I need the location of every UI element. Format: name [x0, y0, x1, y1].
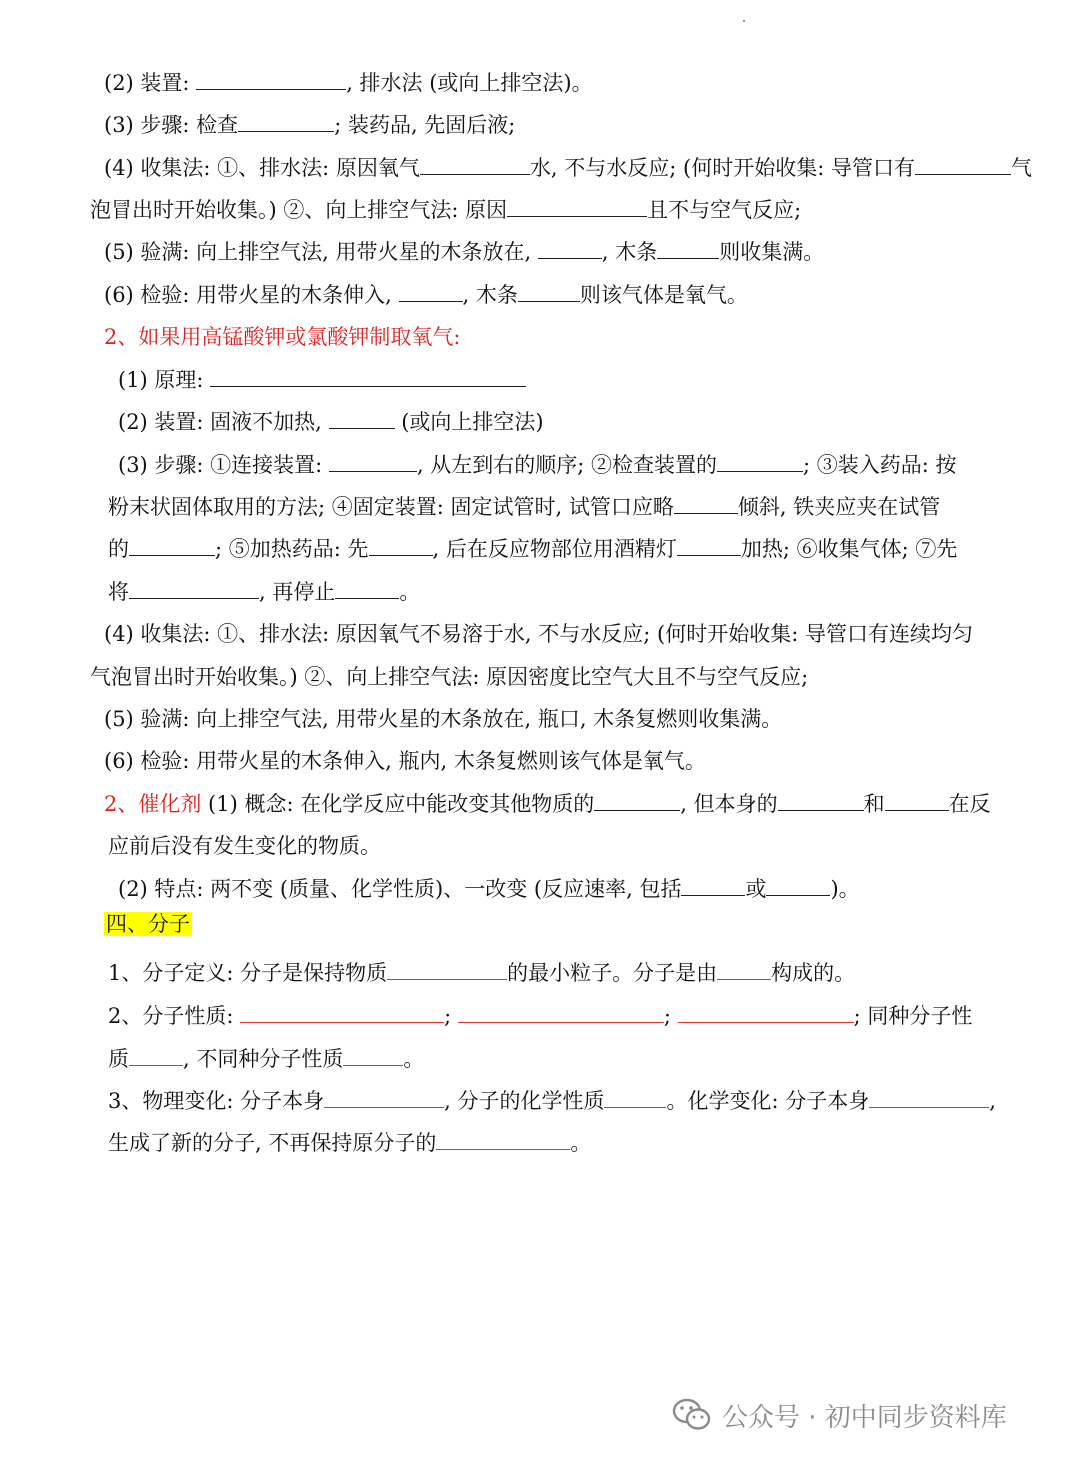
line-text: 粉末状固体取用的方法; ④固定装置: 固定试管时, 试管口应略	[108, 495, 674, 519]
line-text: 构成的。	[771, 961, 856, 985]
fill-in-blank[interactable]	[129, 537, 215, 556]
line-text: 加热; ⑥收集气体; ⑦先	[740, 537, 958, 561]
worksheet-line	[90, 663, 808, 691]
worksheet-line	[104, 790, 991, 818]
line-text: 1、分子定义: 分子是保持物质	[108, 961, 388, 985]
fill-in-blank[interactable]	[240, 1004, 444, 1023]
fill-in-blank[interactable]	[681, 877, 745, 896]
wechat-icon	[672, 1398, 712, 1432]
line-text: , 排水法 (或向上排空法)。	[346, 71, 593, 95]
line-text: 且不与空气反应;	[647, 198, 802, 222]
line-text: , 后在反应物部位用酒精灯	[432, 537, 677, 561]
worksheet-line	[104, 910, 192, 938]
line-text: (5) 验满: 向上排空气法, 用带火星的木条放在,	[104, 240, 538, 264]
line-text: 3、物理变化: 分子本身	[108, 1089, 325, 1113]
worksheet-line	[108, 959, 855, 987]
line-text: (1) 概念: 在化学反应中能改变其他物质的	[201, 792, 595, 816]
line-text: 。	[570, 1131, 592, 1155]
section-heading: 2、催化剂	[104, 792, 202, 816]
line-text: (6) 检验: 用带火星的木条伸入,	[104, 283, 399, 307]
fill-in-blank[interactable]	[885, 792, 949, 811]
line-text: (1) 原理:	[118, 368, 211, 392]
line-text: 。化学变化: 分子本身	[666, 1089, 870, 1113]
line-text: 气泡冒出时开始收集。) ②、向上排空气法: 原因密度比空气大且不与空气反应;	[90, 665, 809, 689]
line-text: , 再停止	[259, 580, 336, 604]
fill-in-blank[interactable]	[129, 580, 259, 599]
fill-in-blank[interactable]	[458, 1004, 664, 1023]
speck	[743, 20, 745, 22]
line-text: 。	[403, 1047, 425, 1071]
worksheet-line	[118, 408, 544, 436]
line-text: (4) 收集法: ①、排水法: 原因氧气不易溶于水, 不与水反应; (何时开始收集: 导管口有连续均匀	[104, 622, 973, 646]
line-text: , 但本身的	[680, 792, 778, 816]
line-text: ; ③装入药品: 按	[803, 453, 957, 477]
fill-in-blank[interactable]	[238, 113, 334, 132]
watermark	[672, 1395, 1007, 1435]
worksheet-line	[104, 238, 824, 266]
fill-in-blank[interactable]	[717, 961, 771, 980]
worksheet-line	[104, 154, 1032, 182]
worksheet-line	[108, 1045, 424, 1073]
line-text: (2) 装置:	[104, 71, 197, 95]
fill-in-blank[interactable]	[387, 961, 507, 980]
fill-in-blank[interactable]	[674, 495, 738, 514]
fill-in-blank[interactable]	[399, 283, 463, 302]
line-text: ; 同种分子性	[853, 1004, 973, 1028]
line-text: (2) 特点: 两不变 (质量、化学性质)、一改变 (反应速率, 包括	[118, 877, 682, 901]
fill-in-blank[interactable]	[869, 1089, 989, 1108]
worksheet-line	[108, 1002, 972, 1030]
worksheet-line	[108, 1129, 591, 1157]
line-text: 的	[108, 537, 129, 561]
line-text: 泡冒出时开始收集。) ②、向上排空气法: 原因	[90, 198, 508, 222]
line-text: , 分子的化学性质	[444, 1089, 605, 1113]
fill-in-blank[interactable]	[678, 1004, 854, 1023]
line-text: 质	[108, 1047, 129, 1071]
fill-in-blank[interactable]	[420, 156, 530, 175]
line-text: 则该气体是氧气。	[579, 283, 748, 307]
fill-in-blank[interactable]	[329, 410, 395, 429]
line-text: (4) 收集法: ①、排水法: 原因氧气	[104, 156, 420, 180]
fill-in-blank[interactable]	[507, 198, 647, 217]
worksheet-line	[108, 578, 420, 606]
fill-in-blank[interactable]	[369, 537, 433, 556]
line-text: 生成了新的分子, 不再保持原分子的	[108, 1131, 437, 1155]
worksheet-line	[108, 1087, 996, 1115]
worksheet-line	[108, 832, 381, 860]
worksheet-line	[104, 69, 593, 97]
fill-in-blank[interactable]	[778, 792, 864, 811]
highlighted-heading: 四、分子	[106, 912, 190, 936]
fill-in-blank[interactable]	[329, 453, 417, 472]
watermark-text: 公众号 · 初中同步资料库	[722, 1402, 1007, 1433]
line-text: 在反	[948, 792, 991, 816]
line-text: ;	[663, 1004, 678, 1028]
fill-in-blank[interactable]	[196, 71, 346, 90]
line-text: ; ⑤加热药品: 先	[215, 537, 369, 561]
fill-in-blank[interactable]	[210, 368, 526, 387]
line-text: 或	[745, 877, 767, 901]
line-text: 将	[108, 580, 129, 604]
worksheet-line	[104, 747, 706, 775]
line-text: 应前后没有发生变化的物质。	[108, 834, 381, 858]
line-text: (3) 步骤: 检查	[104, 113, 239, 137]
line-text: ,	[989, 1089, 996, 1113]
line-text: , 从左到右的顺序; ②检查装置的	[416, 453, 718, 477]
fill-in-blank[interactable]	[324, 1089, 444, 1108]
line-text: 则收集满。	[719, 240, 825, 264]
line-text: 。	[399, 580, 421, 604]
line-text: 倾斜, 铁夹应夹在试管	[737, 495, 941, 519]
worksheet-line	[118, 366, 526, 394]
fill-in-blank[interactable]	[335, 580, 399, 599]
worksheet-line	[104, 323, 460, 351]
worksheet-line	[104, 620, 973, 648]
line-text: 气	[1010, 156, 1032, 180]
fill-in-blank[interactable]	[657, 240, 719, 259]
line-text: , 木条	[601, 240, 658, 264]
fill-in-blank[interactable]	[915, 156, 1011, 175]
fill-in-blank[interactable]	[604, 1089, 666, 1108]
line-text: (6) 检验: 用带火星的木条伸入, 瓶内, 木条复燃则该气体是氧气。	[104, 749, 706, 773]
line-text: ;	[444, 1004, 458, 1028]
line-text: 2、分子性质:	[108, 1004, 241, 1028]
worksheet-line	[90, 196, 801, 224]
line-text: (或向上排空法)	[394, 410, 544, 434]
worksheet-line	[118, 451, 957, 479]
line-text: , 不同种分子性质	[183, 1047, 344, 1071]
fill-in-blank[interactable]	[717, 453, 803, 472]
fill-in-blank[interactable]	[436, 1131, 570, 1150]
section-heading: 2、如果用高锰酸钾或氯酸钾制取氧气:	[104, 325, 461, 349]
worksheet-line	[108, 535, 957, 563]
worksheet-line	[118, 875, 860, 903]
line-text: (2) 装置: 固液不加热,	[118, 410, 329, 434]
line-text: 的最小粒子。分子是由	[507, 961, 718, 985]
worksheet-line	[108, 493, 940, 521]
line-text: ; 装药品, 先固后液;	[334, 113, 516, 137]
fill-in-blank[interactable]	[538, 240, 602, 259]
worksheet-line	[104, 705, 782, 733]
line-text: (3) 步骤: ①连接装置:	[118, 453, 329, 477]
line-text: 水, 不与水反应; (何时开始收集: 导管口有	[529, 156, 915, 180]
worksheet-line	[104, 281, 748, 309]
line-text: )。	[830, 877, 860, 901]
worksheet-line	[104, 111, 515, 139]
fill-in-blank[interactable]	[129, 1047, 183, 1066]
fill-in-blank[interactable]	[766, 877, 830, 896]
line-text: (5) 验满: 向上排空气法, 用带火星的木条放在, 瓶口, 木条复燃则收集满。	[104, 707, 783, 731]
fill-in-blank[interactable]	[518, 283, 580, 302]
fill-in-blank[interactable]	[594, 792, 680, 811]
line-text: 和	[863, 792, 885, 816]
line-text: , 木条	[462, 283, 518, 307]
fill-in-blank[interactable]	[343, 1047, 403, 1066]
fill-in-blank[interactable]	[677, 537, 741, 556]
